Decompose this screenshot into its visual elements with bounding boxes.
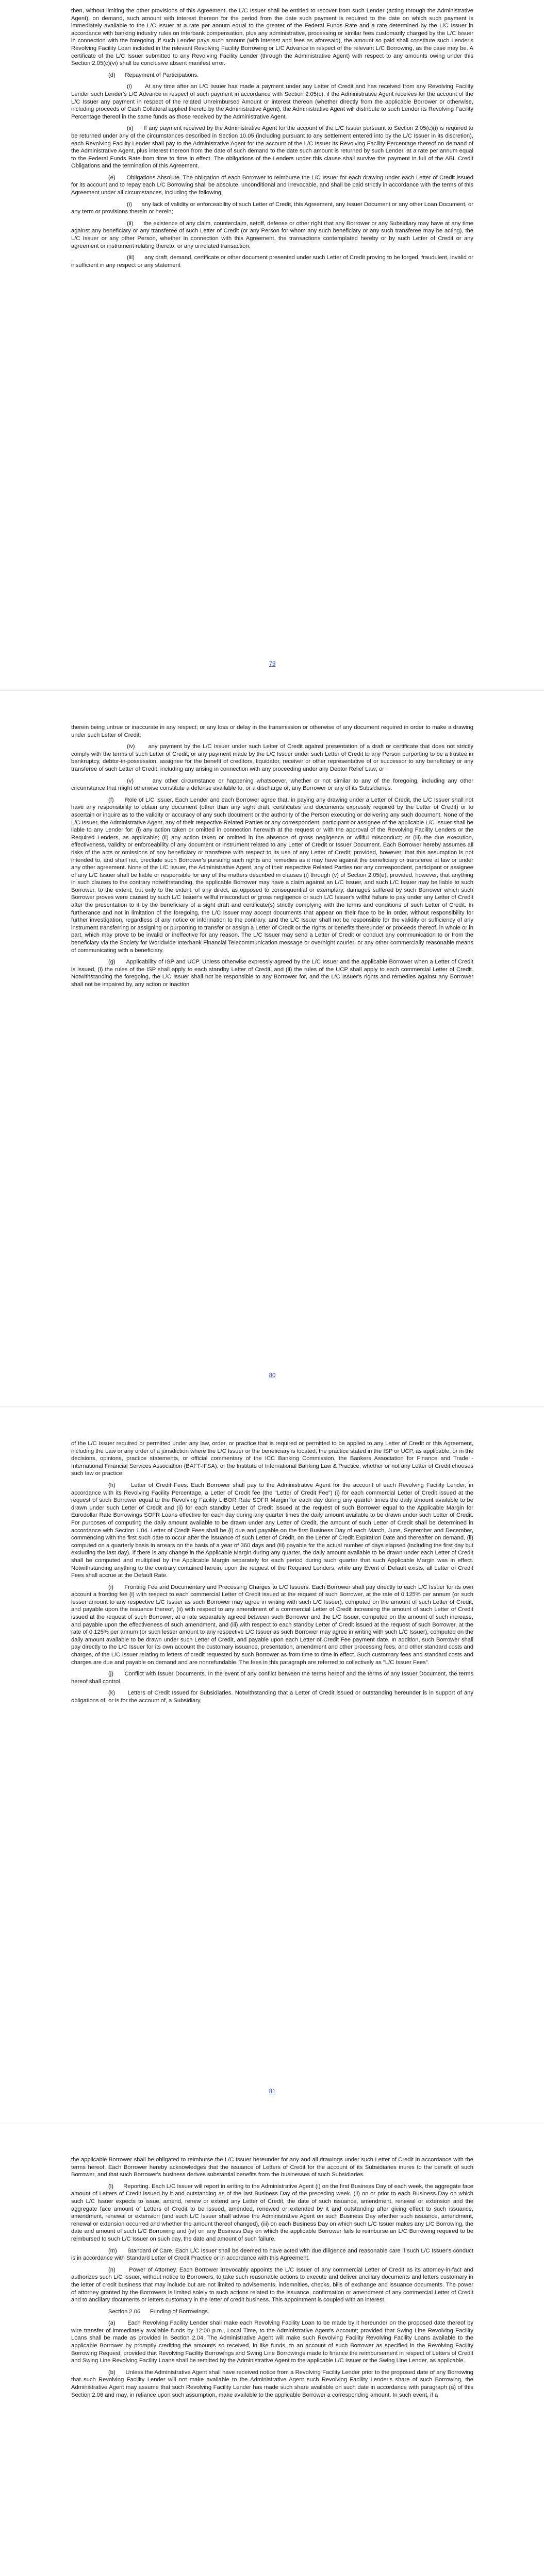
page-79: [71, 7, 473, 667]
paragraph: (d) Repayment of Participations.: [108, 72, 199, 78]
paragraph: (l) Reporting. Each L/C Issuer will report in writing to the Administrative Agent (i) on the first Business Day of each week, the aggregate face amount of Letters of Credit issued by it and outstanding as of the last Business Day of the preceding week, (ii) on or prior to each Business Day on which such L/C Issuer expects to issue, amend, renew or extend any Letter of Credit, the date of such issuance, amendment, renewal or extension and the aggregate face amount of Letters of Credit to be issued, amended, renewed or extended by it and outstanding after giving effect to such issuance, amendment, renewal or extension (and such L/C Issuer shall advise the Administrative Agent on such Business Day whether such issuance, amendment, renewal or extension occurred and whether the amount thereof changed), (iii) on each Business Day on which such L/C Issuer makes any L/C Borrowing, the date and amount of such L/C Borrowing and (iv) on any Business Day on which the applicable Borrower fails to reimburse an L/C Borrowing required to be reimbursed to such L/C Issuer on such day, the date and amount of such failure.: [71, 2183, 473, 2242]
page-number[interactable]: 79: [269, 661, 276, 667]
paragraph: (i) Fronting Fee and Documentary and Processing Charges to L/C Issuers. Each Borrower shall pay directly to each L/C Issuer for its own account a fronting fee (i) with respect to each commercial Letter of Credit issued at the request of such Borrower, at the rate of 0.125% per annum (or such lesser amount to any respective L/C Issuer as such Borrower may agree in writing with such L/C Issuer), computed on the amount of such Letter of Credit, and payable upon the issuance thereof, (ii) with respect to any amendment of a commercial Letter of Credit increasing the amount of such Letter of Credit issued at the request of such Borrower, at a rate separately agreed between such Borrower and the L/C Issuer, computed on the amount of such increase, and payable upon the effectiveness of such amendment, and (iii) with respect to each standby Letter of Credit issued at the request of such Borrower, at the rate of 0.125% per annum (or such lesser amount to any respective L/C Issuer as such Borrower may agree in writing with such L/C Issuer), computed on the daily amount available to be drawn under such Letter of Credit, and payable upon each Letter of Credit Fee payment date. In addition, such Borrower shall pay directly to the L/C Issuer for its own account the customary issuance, presentation, amendment and other processing fees, and other standard costs and charges, of the L/C Issuer relating to letters of credit requested by such Borrower as from time to time in effect. Such customary fees and standard costs and charges are due and payable on demand and are nonrefundable. The fees in this paragraph are referred to collectively as "L/C Issuer Fees".: [71, 1584, 473, 1666]
paragraph: (i) At any time after an L/C Issuer has made a payment under any Letter of Credit and has received from any Revolving Facility Lender such Lender's L/C Advance in respect of such payment in accordance with Section 2.05(c), if the Administrative Agent receives for the account of the L/C Issuer any payment in respect of the related Unreimbursed Amount or interest thereon (whether directly from the applicable Borrower or otherwise, including proceeds of Cash Collateral applied thereto by the Administrative Agent), the Administrative Agent will distribute to such Lender its Revolving Facility Percentage thereof in the same funds as those received by the Administrative Agent.: [71, 83, 473, 120]
page-82: [71, 2156, 473, 2403]
paragraph: (j) Conflict with Issuer Documents. In the event of any conflict between the terms hereof and the terms of any Issuer Document, the terms hereof shall control.: [71, 1671, 473, 1685]
page-divider: [0, 690, 544, 691]
paragraph: (iii) any draft, demand, certificate or other document presented under such Letter of Credit proving to be forged, fraudulent, invalid or insufficient in any respect or any statement: [71, 255, 473, 268]
paragraph: (g) Applicability of ISP and UCP. Unless otherwise expressly agreed by the L/C Issuer and the applicable Borrower when a Letter of Credit is issued, (i) the rules of the ISP shall apply to each standby Letter of Credit, and (ii) the rules of the UCP shall apply to each commercial Letter of Credit. Notwithstanding the foregoing, the L/C Issuer shall not be responsible to any Borrower for, and the L/C Issuer's rights and remedies against any Borrower shall not be impaired by, any action or inaction: [71, 959, 473, 988]
paragraph: therein being untrue or inaccurate in any respect; or any loss or delay in the transmission or otherwise of any document required in order to make a drawing under such Letter of Credit;: [71, 724, 473, 738]
paragraph: (n) Power of Attorney. Each Borrower irrevocably appoints the L/C Issuer of any commercial Letter of Credit as its attorney-in-fact and authorizes such L/C Issuer, without notice to Borrowers, to take such reasonable actions to execute and deliver ancillary documents and letters customary in the letter of credit business that may include but are not limited to advisements, indemnities, checks, bills of exchange and issuance documents. The power of attorney granted by the Borrowers is limited solely to such actions related to the issuance, confirmation or amendment of any commercial Letter of Credit and to ancillary documents or letters customary in the letter of credit business. This appointment is coupled with an interest.: [71, 2266, 473, 2303]
page-81: [71, 1440, 473, 2095]
paragraph: (e) Obligations Absolute. The obligation of each Borrower to reimburse the L/C Issuer for each drawing under each Letter of Credit issued for its account and to repay each L/C Borrowing shall be absolute, unconditional and irrevocable, and shall be paid strictly in accordance with the terms of this Agreement under all circumstances, including the following:: [71, 174, 473, 196]
paragraph: (k) Letters of Credit Issued for Subsidiaries. Notwithstanding that a Letter of Credit issued or outstanding hereunder is in support of any obligations of, or is for the account of, a Subsidiary,: [71, 1690, 473, 1704]
paragraph: of the L/C Issuer required or permitted under any law, order, or practice that is required or permitted to be applied to any Letter of Credit or this Agreement, including the Law or any order of a jurisdiction where the L/C Issuer or the beneficiary is located, the practice stated in the ISP or UCP, as applicable, or in the decisions, opinions, practice statements, or official commentary of the ICC Banking Commission, the Bankers Association for Finance and Trade - International Financial Services Association (BAFT-IFSA), or the Institute of International Banking Law & Practice, whether or not any Letter of Credit chooses such law or practice.: [71, 1440, 473, 1477]
section-heading: Section 2.06 Funding of Borrowings.: [108, 2308, 209, 2315]
paragraph: (iv) any payment by the L/C Issuer under such Letter of Credit against presentation of a draft or certificate that does not strictly comply with the terms of such Letter of Credit; or any payment made by the L/C Issuer under such Letter of Credit to any Person purporting to be a trustee in bankruptcy, debtor-in-possession, assignee for the benefit of creditors, liquidator, receiver or other representative of or successor to any beneficiary or any transferee of such Letter of Credit, including any arising in connection with any proceeding under any Debtor Relief Law; or: [71, 743, 473, 772]
paragraph: (h) Letter of Credit Fees. Each Borrower shall pay to the Administrative Agent for the account of each Revolving Facility Lender, in accordance with its Revolving Facility Percentage, a Letter of Credit fee (the "Letter of Credit Fee") (i) for each commercial Letter of Credit issued at the request of such Borrower equal to the Revolving Facility LIBOR Rate SOFR Margin for each day during any quarter times the daily amount available to be drawn under such Letter of Credit and (ii) for each standby Letter of Credit issued at the request of such Borrower equal to the Applicable Margin for Eurodollar Rate Borrowings SOFR Loans effective for each day during any quarter times the daily amount available to be drawn under such Letter of Credit. For purposes of computing the daily amount available to be drawn under any Letter of Credit, the amount of such Letter of Credit shall be determined in accordance with Section 1.04. Letter of Credit Fees shall be (i) due and payable on the first Business Day of each March, June, September and December, commencing with the first such date to occur after the issuance of such Letter of Credit, on the Letter of Credit Expiration Date and thereafter on demand, (ii) computed on a quarterly basis in arrears on the basis of a year of 360 days and (iii) payable for the actual number of days elapsed (including the first day but excluding the last day). If there is any change in the Applicable Margin during any quarter, the daily amount available to be drawn under each Letter of Credit shall be computed and multiplied by the Applicable Margin separately for each period during such quarter that such Applicable Margin was in effect. Notwithstanding anything to the contrary contained herein, upon the request of the Required Lenders, while any Event of Default exists, all Letter of Credit Fees shall accrue at the Default Rate.: [71, 1482, 473, 1579]
paragraph: (f) Role of L/C Issuer. Each Lender and each Borrower agree that, in paying any drawing under a Letter of Credit, the L/C Issuer shall not have any responsibility to obtain any document (other than any sight draft, certificates and documents expressly required by the Letter of Credit) or to ascertain or inquire as to the validity or accuracy of any such document or the authority of the Person executing or delivering any such document. None of the L/C Issuer, the Administrative Agent, any of their respective Related Parties or any correspondent, participant or assignee of the applicable L/C Issuer shall be liable to any Lender for: (i) any action taken or omitted in connection herewith at the request or with the approval of the Revolving Facility Lenders or the Required Lenders, as applicable; (ii) any action taken or omitted in the absence of gross negligence or willful misconduct; or (iii) the due execution, effectiveness, validity or enforceability of any document or instrument related to any Letter of Credit or Issuer Document. Each Borrower hereby assumes all risks of the acts or omissions of any beneficiary or transferee with respect to its use of any Letter of Credit; provided, however, that this assumption is not intended to, and shall not, preclude such Borrower's pursuing such rights and remedies as it may have against the beneficiary or transferee at law or under any other agreement. None of the L/C Issuer, the Administrative Agent, any of their respective Related Parties nor any correspondent, participant or assignee of any L/C Issuer shall be liable or responsible for any of the matters described in clauses (i) through (v) of Section 2.05(e); provided, however, that anything in such clauses to the contrary notwithstanding, the applicable Borrower may have a claim against an L/C Issuer, and such L/C Issuer may be liable to such Borrower, to the extent, but only to the extent, of any direct, as opposed to consequential or exemplary, damages suffered by such Borrower which such Borrower proves were caused by such L/C Issuer's willful misconduct or gross negligence or such L/C Issuer's willful failure to pay under any Letter of Credit after the presentation to it by the beneficiary of a sight draft and certificate(s) strictly complying with the terms and conditions of such Letter of Credit. In furtherance and not in limitation of the foregoing, the L/C Issuer may accept documents that appear on their face to be in order, without responsibility for further investigation, regardless of any notice or information to the contrary, and the L/C Issuer shall not be responsible for the validity or sufficiency of any instrument transferring or assigning or purporting to transfer or assign a Letter of Credit or the rights or benefits thereunder or proceeds thereof, in whole or in part, which may prove to be invalid or ineffective for any reason. The L/C Issuer may send a Letter of Credit or conduct any communication to or from the beneficiary via the Society for Worldwide Interbank Financial Telecommunication message or overnight courier, or any other commercially reasonable means of communicating with a beneficiary.: [71, 796, 473, 954]
paragraph: the applicable Borrower shall be obligated to reimburse the L/C Issuer hereunder for any and all drawings under such Letter of Credit in accordance with the terms hereof. Each Borrower hereby acknowledges that the issuance of Letters of Credit for the account of its Subsidiaries inures to the benefit of such Borrower, and that such Borrower's business derives substantial benefits from the businesses of such Subsidiaries.: [71, 2157, 473, 2178]
paragraph: (ii) the existence of any claim, counterclaim, setoff, defense or other right that any Borrower or any Subsidiary may have at any time against any beneficiary or any transferee of such Letter of Credit (or any Person for whom any such beneficiary or any such transferee may be acting), the L/C Issuer or any other Person, whether in connection with this Agreement, the transactions contemplated hereby or by such Letter of Credit or any agreement or instrument relating thereto, or any unrelated transaction;: [71, 220, 473, 249]
paragraph: (a) Each Revolving Facility Lender shall make each Revolving Facility Loan to be made by it hereunder on the proposed date thereof by wire transfer of immediately available funds by 12:00 p.m., Local Time, to the Administrative Agent's Account; provided that Swing Line Revolving Facility Loans shall be made as provided in Section 2.04. The Administrative Agent will make such Revolving Facility Revolving Facility Loans available to the applicable Borrower by promptly crediting the amounts so received, in like funds, to an account of such Borrower as specified in the Revolving Facility Borrowing Request; provided that Revolving Facility Borrowings and Swing Line Borrowings made to finance the reimbursement in respect of Letters of Credit and Swing Line Revolving Facility Loans shall be remitted by the Administrative Agent to the applicable L/C Issuer or the Swing Line Lender, as applicable.: [71, 2320, 473, 2364]
paragraph: (m) Standard of Care. Each L/C Issuer shall be deemed to have acted with due diligence and reasonable care if such L/C Issuer's conduct is in accordance with Standard Letter of Credit Practice or in accordance with this Agreement.: [71, 2247, 473, 2262]
paragraph: (ii) If any payment received by the Administrative Agent for the account of the L/C Issuer pursuant to Section 2.05(c)(i) is required to be returned under any of the circumstances described in Section 10.05 (including pursuant to any settlement entered into by the L/C Issuer in its discretion), each Revolving Facility Lender shall pay to the Administrative Agent for the account of the L/C Issuer its Revolving Facility Percentage thereof on demand of the Administrative Agent, plus interest thereon from the date of such demand to the date such amount is returned by such Lender, at a rate per annum equal to the Federal Funds Rate from time to time in effect. The obligations of the Lenders under this clause shall survive the payment in full of the ABL Credit Obligations and the termination of this Agreement.: [71, 125, 473, 170]
page-number[interactable]: 80: [269, 1372, 276, 1379]
page-80: [71, 724, 473, 1379]
page-divider: [0, 1406, 544, 1407]
paragraph: (v) any other circumstance or happening whatsoever, whether or not similar to any of the foregoing, including any other circumstance that might otherwise constitute a defense available to, or a discharge of, any Borrower or any of its Subsidiaries.: [71, 777, 473, 792]
page-number[interactable]: 81: [269, 2089, 276, 2095]
paragraph: (b) Unless the Administrative Agent shall have received notice from a Revolving Facility Lender prior to the proposed date of any Borrowing that such Revolving Facility Lender will not make available to the Administrative Agent such Revolving Facility Lender's share of such Borrowing, the Administrative Agent may assume that such Revolving Facility Lender has made such share available on such date in accordance with paragraph (a) of this Section 2.06 and may, in reliance upon such assumption, make available to the applicable Borrower a corresponding amount. In such event, if a: [71, 2369, 473, 2398]
paragraph: (i) any lack of validity or enforceability of such Letter of Credit, this Agreement, any Issuer Document or any other Loan Document, or any term or provisions therein or herein;: [71, 201, 473, 215]
paragraph: then, without limiting the other provisions of this Agreement, the L/C Issuer shall be entitled to recover from such Lender (acting through the Administrative Agent), on demand, such amount with interest thereon for the period from the date such payment is required to the date on which such payment is immediately available to the L/C Issuer at a rate per annum equal to the greater of the Federal Funds Rate and a rate determined by the L/C Issuer in accordance with banking industry rules on interbank compensation, plus any administrative, processing or similar fees customarily charged by the L/C Issuer in connection with the foregoing. If such Lender pays such amount (with interest and fees as aforesaid), the amount so paid shall constitute such Lender's Revolving Facility Loan included in the relevant Revolving Facility Borrowing or L/C Advance in respect of the relevant L/C Borrowing, as the case may be. A certificate of the L/C Issuer submitted to any Revolving Facility Lender (through the Administrative Agent) with respect to any amounts owing under this Section 2.05(c)(vi) shall be conclusive absent manifest error.: [71, 8, 473, 67]
